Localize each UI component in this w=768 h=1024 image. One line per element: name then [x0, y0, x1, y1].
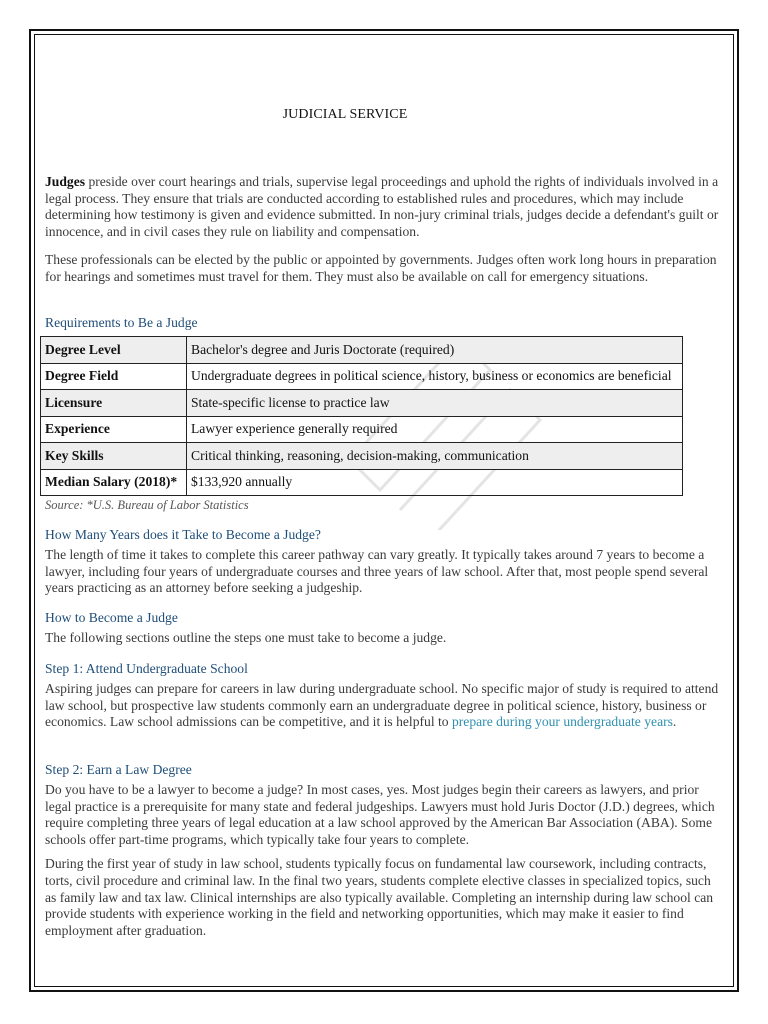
years-heading: How Many Years does it Take to Become a Judge?	[45, 527, 321, 542]
row-label: Licensure	[41, 390, 187, 417]
table-row	[41, 337, 683, 364]
row-label: Median Salary (2018)*	[41, 469, 187, 496]
step1-section	[45, 661, 725, 731]
row-value: Bachelor's degree and Juris Doctorate (required)	[187, 337, 683, 364]
row-label: Experience	[41, 416, 187, 443]
table-row	[41, 363, 683, 390]
step2-text-2: During the first year of study in law school, students typically focus on fundamental law coursework, including contracts, torts, civil procedure and criminal law. In the final two years, students complete elective classes in specialized topics, such as family law and tax law. Clinical internships are also typically available. Completing an internship during law school can provide students with experience working in the field and networking opportunities, which may make it easier to find employment after graduation.	[45, 856, 714, 938]
table-row	[41, 469, 683, 496]
row-value: Undergraduate degrees in political science, history, business or economics are beneficial	[187, 363, 683, 390]
row-value: Lawyer experience generally required	[187, 416, 683, 443]
source-text: Source: *U.S. Bureau of Labor Statistics	[45, 498, 249, 512]
requirements-table	[40, 336, 683, 496]
table-row	[41, 416, 683, 443]
row-value: $133,920 annually	[187, 469, 683, 496]
years-text: The length of time it takes to complete this career pathway can vary greatly. It typically takes around 7 years to become a lawyer, including four years of undergraduate courses and three years of law school. After that, most people spend several years practicing as an attorney before seeking a judgeship.	[45, 547, 709, 596]
row-value: State-specific license to practice law	[187, 390, 683, 417]
intro-paragraph	[45, 174, 725, 240]
step1-end: .	[672, 714, 677, 730]
how-section	[45, 610, 725, 647]
how-heading: How to Become a Judge	[45, 610, 178, 625]
step2-heading: Step 2: Earn a Law Degree	[45, 762, 192, 777]
paragraph-2	[45, 252, 725, 285]
row-label: Degree Field	[41, 363, 187, 390]
row-label: Degree Level	[41, 337, 187, 364]
row-label: Key Skills	[41, 443, 187, 470]
requirements-section	[45, 315, 725, 331]
requirements-heading: Requirements to Be a Judge	[45, 315, 198, 330]
page-title: JUDICIAL SERVICE	[282, 107, 408, 122]
prepare-undergraduate-link[interactable]: prepare during your undergraduate years	[451, 714, 673, 730]
intro-bold-term: Judges	[45, 174, 86, 189]
step2-text-1: Do you have to be a lawyer to become a judge? In most cases, yes. Most judges begin their careers as lawyers, and prior legal practice is a prerequisite for many state and federal judgeships. Lawyers must hold Juris Doctor (J.D.) degrees, which require completing three years of legal education at a law school approved by the American Bar Association (ABA). Some schools offer part-time programs, which typically take four years to complete.	[45, 782, 715, 847]
row-value: Critical thinking, reasoning, decision-making, communication	[187, 443, 683, 470]
step1-heading: Step 1: Attend Undergraduate School	[45, 661, 248, 676]
table-row	[41, 390, 683, 417]
how-text: The following sections outline the steps one must take to become a judge.	[45, 630, 447, 645]
years-section	[45, 527, 725, 597]
table-row	[41, 443, 683, 470]
step2-section	[45, 762, 725, 939]
step1-text: Aspiring judges can prepare for careers in law during undergraduate school. No specific major of study is required to attend law school, but prospective law students commonly earn an undergraduate degree in political science, history, business or economics. Law school admissions can be competitive, and it is helpful to	[45, 681, 719, 730]
intro-text: preside over court hearings and trials, supervise legal proceedings and uphold the rights of individuals involved in a legal process. They ensure that trials are conducted according to established rules and procedures, which may include determining how testimony is given and evidence submitted. In non-jury criminal trials, judges decide a defendant's guilt or innocence, and in civil cases they rule on liability and compensation.	[45, 174, 719, 239]
source-note	[45, 497, 725, 514]
paragraph-2-text: These professionals can be elected by the public or appointed by governments. Judges often work long hours in preparation for hearings and sometimes must travel for them. They must also be available on call for emergency situations.	[45, 252, 717, 284]
